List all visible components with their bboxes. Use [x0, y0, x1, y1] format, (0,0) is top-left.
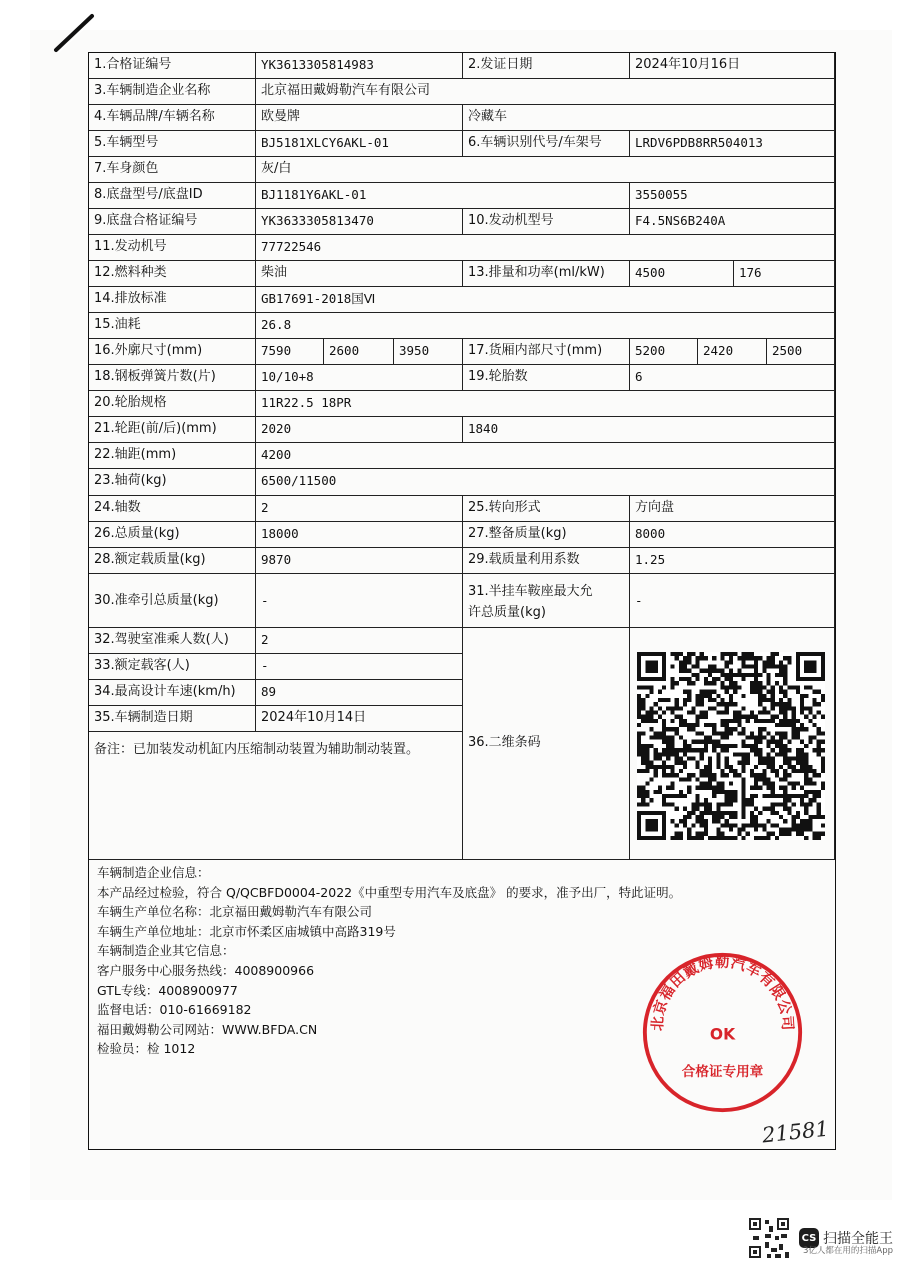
value-outer-height: 3950 — [394, 339, 463, 365]
value-cargo-width: 2420 — [698, 339, 767, 365]
value-rated-passengers: - — [256, 654, 463, 680]
value-tire-spec: 11R22.5 18PR — [256, 391, 835, 417]
label-displacement-power: 13.排量和功率(ml/kW) — [463, 261, 630, 287]
label-tire-count: 19.轮胎数 — [463, 365, 630, 391]
svg-text:合格证专用章: 合格证专用章 — [681, 1064, 764, 1081]
value-brand: 欧曼牌 — [256, 105, 463, 131]
value-max-speed: 89 — [256, 680, 463, 706]
value-outer-length: 7590 — [256, 339, 324, 365]
label-outer-dimensions: 16.外廓尺寸(mm) — [89, 339, 256, 365]
value-vin: LRDV6PDB8RR504013 — [630, 131, 835, 157]
camscanner-logo: CS — [799, 1228, 819, 1248]
value-power: 176 — [734, 261, 835, 287]
label-cargo-dimensions: 17.货厢内部尺寸(mm) — [463, 339, 630, 365]
label-rated-passengers: 33.额定载客(人) — [89, 654, 256, 680]
value-certificate-number: YK3613305814983 — [256, 53, 463, 79]
scanner-watermark — [747, 1216, 893, 1260]
value-steering: 方向盘 — [630, 496, 835, 522]
info-inspector: 检验员：检 1012 — [97, 1041, 196, 1057]
value-leaf-springs: 10/10+8 — [256, 365, 463, 391]
value-curb-mass: 8000 — [630, 522, 835, 548]
svg-text:OK: OK — [709, 1025, 736, 1044]
label-track-width: 21.轮距(前/后)(mm) — [89, 417, 256, 443]
value-total-mass: 18000 — [256, 522, 463, 548]
app-slogan: 3亿人都在用的扫描App — [802, 1246, 893, 1256]
value-chassis-id: 3550055 — [630, 183, 835, 209]
label-wheelbase: 22.轴距(mm) — [89, 443, 256, 469]
value-axle-load: 6500/11500 — [256, 469, 835, 496]
value-axle-count: 2 — [256, 496, 463, 522]
info-gtl-line: GTL专线：4008900977 — [97, 982, 238, 998]
label-cab-seats: 32.驾驶室准乘人数(人) — [89, 628, 256, 654]
label-chassis-certificate: 9.底盘合格证编号 — [89, 209, 256, 235]
label-issue-date: 2.发证日期 — [463, 53, 630, 79]
info-supervision-phone: 监督电话：010-61669182 — [97, 1002, 252, 1018]
info-service-hotline: 客户服务中心服务热线：4008900966 — [97, 962, 315, 978]
handwritten-number: 21581 — [760, 1116, 830, 1148]
value-body-color: 灰/白 — [256, 157, 835, 183]
value-engine-number: 77722546 — [256, 235, 835, 261]
label-saddle-mass-line1: 31.半挂车鞍座最大允 — [468, 584, 593, 599]
label-vehicle-model: 5.车辆型号 — [89, 131, 256, 157]
label-engine-number: 11.发动机号 — [89, 235, 256, 261]
app-name: 扫描全能王 — [823, 1231, 893, 1247]
value-fuel-consumption: 26.8 — [256, 313, 835, 339]
value-cab-seats: 2 — [256, 628, 463, 654]
value-engine-model: F4.5NS6B240A — [630, 209, 835, 235]
label-saddle-mass — [463, 574, 630, 628]
value-outer-width: 2600 — [324, 339, 394, 365]
value-manufacturer: 北京福田戴姆勒汽车有限公司 — [256, 79, 835, 105]
label-max-speed: 34.最高设计车速(km/h) — [89, 680, 256, 706]
value-vehicle-model: BJ5181XLCY6AKL-01 — [256, 131, 463, 157]
label-fuel-consumption: 15.油耗 — [89, 313, 256, 339]
label-curb-mass: 27.整备质量(kg) — [463, 522, 630, 548]
label-fuel-type: 12.燃料种类 — [89, 261, 256, 287]
label-chassis-model-id: 8.底盘型号/底盘ID — [89, 183, 256, 209]
label-load-coefficient: 29.载质量利用系数 — [463, 548, 630, 574]
remarks: 备注：已加装发动机缸内压缩制动装置为辅助制动装置。 — [89, 732, 463, 860]
label-rated-load: 28.额定载质量(kg) — [89, 548, 256, 574]
svg-text:北京福田戴姆勒汽车有限公司: 北京福田戴姆勒汽车有限公司 — [649, 953, 796, 1032]
info-other-heading: 车辆制造企业其它信息： — [97, 943, 235, 959]
value-cargo-height: 2500 — [767, 339, 835, 365]
value-issue-date: 2024年10月16日 — [630, 53, 835, 79]
info-heading: 车辆制造企业信息： — [97, 865, 210, 880]
label-axle-load: 23.轴荷(kg) — [89, 469, 256, 496]
info-website: 福田戴姆勒公司网站：WWW.BFDA.CN — [97, 1021, 318, 1037]
label-total-mass: 26.总质量(kg) — [89, 522, 256, 548]
value-track-rear: 1840 — [463, 417, 835, 443]
value-tire-count: 6 — [630, 365, 835, 391]
label-manufacturer: 3.车辆制造企业名称 — [89, 79, 256, 105]
label-vin: 6.车辆识别代号/车架号 — [463, 131, 630, 157]
company-seal-stamp — [640, 950, 805, 1115]
value-saddle-mass: - — [630, 574, 835, 628]
value-load-coefficient: 1.25 — [630, 548, 835, 574]
value-displacement: 4500 — [630, 261, 734, 287]
label-emission-standard: 14.排放标准 — [89, 287, 256, 313]
label-body-color: 7.车身颜色 — [89, 157, 256, 183]
value-towing-mass: - — [256, 574, 463, 628]
label-saddle-mass-line2: 许总质量(kg) — [468, 605, 546, 620]
label-engine-model: 10.发动机型号 — [463, 209, 630, 235]
value-wheelbase: 4200 — [256, 443, 835, 469]
info-company-address: 车辆生产单位地址：北京市怀柔区庙城镇中高路319号 — [97, 923, 396, 939]
label-tire-spec: 20.轮胎规格 — [89, 391, 256, 417]
label-manufacture-date: 35.车辆制造日期 — [89, 706, 256, 732]
info-company-name: 车辆生产单位名称：北京福田戴姆勒汽车有限公司 — [97, 904, 373, 920]
value-emission-standard: GB17691-2018国Ⅵ — [256, 287, 835, 313]
value-manufacture-date: 2024年10月14日 — [256, 706, 463, 732]
label-leaf-springs: 18.钢板弹簧片数(片) — [89, 365, 256, 391]
label-qr-code: 36.二维条码 — [463, 628, 630, 860]
label-brand-name: 4.车辆品牌/车辆名称 — [89, 105, 256, 131]
info-compliance: 本产品经过检验，符合 Q/QCBFD0004-2022《中重型专用汽车及底盘》 的要求，准予出厂，特此证明。 — [97, 884, 682, 900]
value-track-front: 2020 — [256, 417, 463, 443]
qr-code — [636, 652, 826, 840]
value-vehicle-name: 冷藏车 — [463, 105, 835, 131]
value-rated-load: 9870 — [256, 548, 463, 574]
label-towing-mass: 30.准牵引总质量(kg) — [89, 574, 256, 628]
value-chassis-certificate: YK3633305813470 — [256, 209, 463, 235]
value-fuel-type: 柴油 — [256, 261, 463, 287]
label-axle-count: 24.轴数 — [89, 496, 256, 522]
value-cargo-length: 5200 — [630, 339, 698, 365]
value-chassis-model: BJ1181Y6AKL-01 — [256, 183, 630, 209]
label-certificate-number: 1.合格证编号 — [89, 53, 256, 79]
small-qr-icon — [747, 1216, 791, 1260]
label-steering: 25.转向形式 — [463, 496, 630, 522]
